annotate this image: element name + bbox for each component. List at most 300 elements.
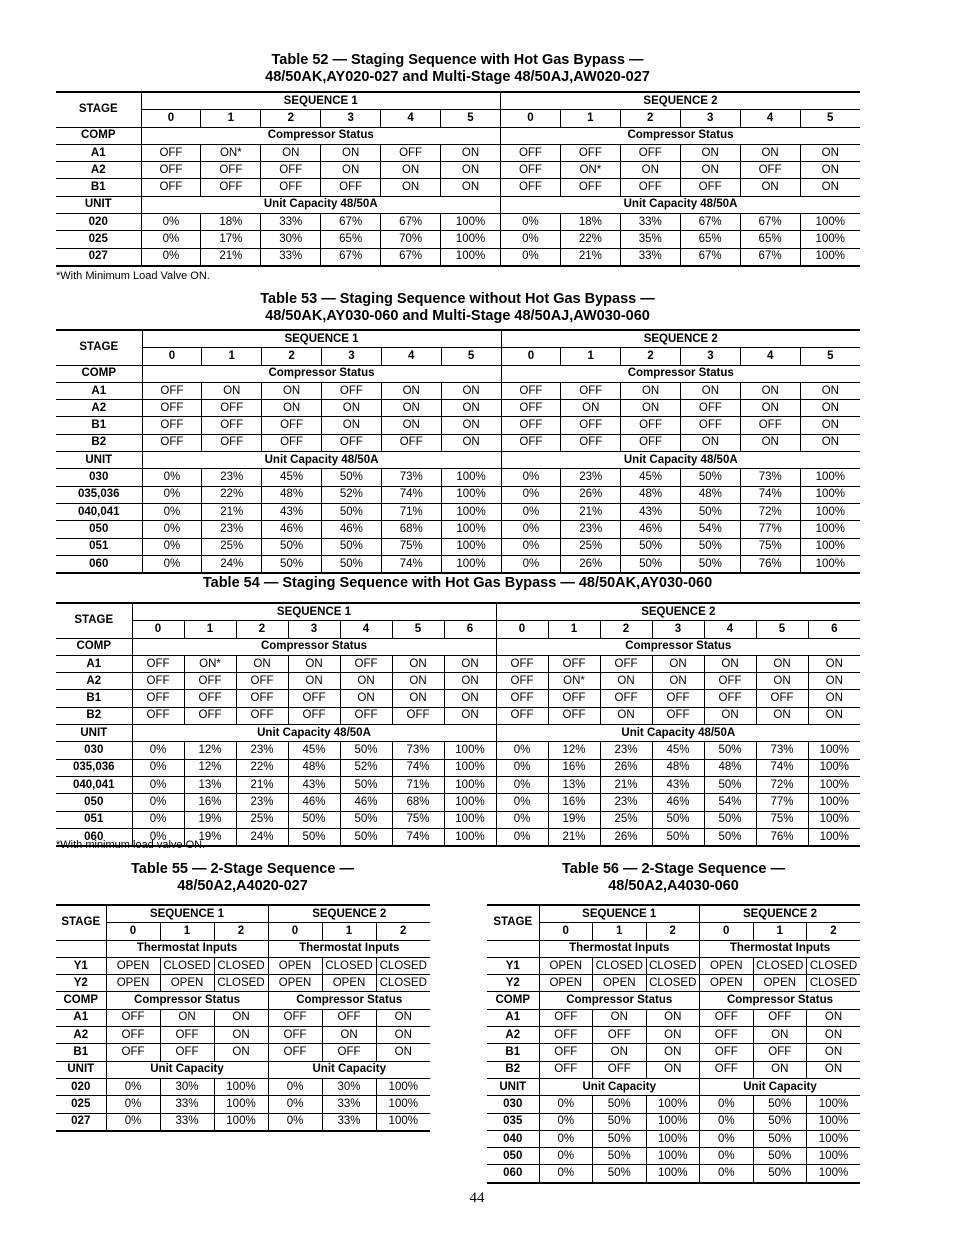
cell: 100% <box>214 1113 268 1131</box>
compressor-label: COMP <box>56 638 132 655</box>
row-label: 030 <box>56 742 132 759</box>
table-row <box>487 1165 860 1183</box>
cell: 0% <box>539 1113 593 1130</box>
step-header: 0 <box>496 621 548 638</box>
stage-label: STAGE <box>56 603 132 638</box>
cell: OFF <box>501 400 561 417</box>
cell: OFF <box>132 655 184 672</box>
cell: OFF <box>652 690 704 707</box>
cell: OFF <box>700 1027 754 1044</box>
cell: 67% <box>321 214 381 231</box>
cell: OFF <box>539 1044 593 1061</box>
cell: 45% <box>262 469 322 486</box>
cell: OPEN <box>268 975 322 992</box>
table-row <box>56 162 860 179</box>
cell: 33% <box>620 248 680 266</box>
sequence-2-header: SEQUENCE 2 <box>500 92 860 110</box>
row-label: 050 <box>56 521 142 538</box>
cell: OFF <box>539 1009 593 1026</box>
cell: 100% <box>441 538 501 555</box>
cell: ON <box>376 1044 430 1061</box>
cell: OFF <box>500 162 560 179</box>
step-header: 0 <box>268 923 322 940</box>
cell: 24% <box>236 828 288 846</box>
row-label: 027 <box>56 1113 106 1131</box>
cell: OFF <box>501 382 561 399</box>
cell: ON <box>740 434 800 451</box>
cell: ON <box>680 144 740 161</box>
cell: OFF <box>141 162 201 179</box>
unit-heading: Unit Capacity 48/50A <box>142 452 501 469</box>
header-row <box>56 330 860 348</box>
cell: 30% <box>322 1078 376 1095</box>
step-header: 2 <box>600 621 652 638</box>
cell: 0% <box>142 521 202 538</box>
cell: ON <box>756 673 808 690</box>
step-header: 4 <box>381 348 441 365</box>
cell: 0% <box>132 742 184 759</box>
table-53-title <box>55 291 860 325</box>
row-label: 025 <box>56 231 141 248</box>
cell: 0% <box>700 1148 754 1165</box>
cell: 43% <box>652 776 704 793</box>
cell: 67% <box>381 248 441 266</box>
sequence-1-header: SEQUENCE 1 <box>132 603 496 621</box>
cell: OPEN <box>700 975 754 992</box>
cell: OFF <box>340 655 392 672</box>
cell: OFF <box>501 434 561 451</box>
cell: 22% <box>202 486 262 503</box>
header-row <box>56 603 860 621</box>
table-row <box>56 811 860 828</box>
unit-heading: Unit Capacity <box>700 1078 861 1095</box>
table-row <box>56 1009 430 1026</box>
cell: ON <box>593 1009 647 1026</box>
step-header: 5 <box>441 348 501 365</box>
step-header: 0 <box>142 348 202 365</box>
cell: ON <box>681 434 741 451</box>
cell: OFF <box>160 1027 214 1044</box>
cell: 100% <box>441 486 501 503</box>
table-row <box>56 655 860 672</box>
cell: 73% <box>392 742 444 759</box>
table-55 <box>56 904 430 1132</box>
unit-heading-row <box>487 1078 860 1095</box>
cell: CLOSED <box>376 975 430 992</box>
cell: OFF <box>753 1009 807 1026</box>
cell: 26% <box>600 828 652 846</box>
cell: 19% <box>184 811 236 828</box>
step-header: 1 <box>201 110 261 127</box>
cell: 50% <box>621 538 681 555</box>
step-header: 4 <box>704 621 756 638</box>
row-label: Y1 <box>56 957 106 974</box>
cell: ON <box>740 144 800 161</box>
cell: 48% <box>621 486 681 503</box>
table-54 <box>56 602 860 847</box>
row-label: A2 <box>56 400 142 417</box>
table-row <box>56 503 860 520</box>
cell: 33% <box>322 1096 376 1113</box>
compressor-heading: Compressor Status <box>142 365 501 382</box>
cell: 30% <box>261 231 321 248</box>
step-header: 2 <box>262 348 322 365</box>
cell: OFF <box>600 690 652 707</box>
cell: 50% <box>652 828 704 846</box>
cell: 13% <box>184 776 236 793</box>
step-header: 3 <box>321 348 381 365</box>
cell: 48% <box>704 759 756 776</box>
unit-heading: Unit Capacity 48/50A <box>500 196 860 213</box>
title-line: 48/50AK,AY020-027 and Multi-Stage 48/50AJ,AW020-027 <box>265 69 650 85</box>
cell: 100% <box>376 1096 430 1113</box>
unit-label: UNIT <box>56 196 141 213</box>
cell: 100% <box>808 776 860 793</box>
cell: OFF <box>288 690 340 707</box>
cell: 100% <box>441 503 501 520</box>
cell: 67% <box>740 248 800 266</box>
cell: 0% <box>700 1130 754 1147</box>
table-row <box>56 486 860 503</box>
row-label: A1 <box>56 144 141 161</box>
cell: 24% <box>202 555 262 573</box>
cell: OFF <box>501 417 561 434</box>
cell: 0% <box>700 1113 754 1130</box>
cell: OFF <box>340 707 392 724</box>
cell: 100% <box>441 231 501 248</box>
cell: ON <box>381 400 441 417</box>
cell: 0% <box>142 469 202 486</box>
cell: 100% <box>808 828 860 846</box>
cell: 100% <box>807 1165 861 1183</box>
row-label: 050 <box>487 1148 539 1165</box>
cell: 50% <box>593 1165 647 1183</box>
cell: ON <box>756 655 808 672</box>
step-header: 2 <box>646 923 700 940</box>
sequence-2-header: SEQUENCE 2 <box>496 603 860 621</box>
cell: 67% <box>680 248 740 266</box>
cell: ON <box>441 144 501 161</box>
cell: ON <box>441 179 501 196</box>
cell: OFF <box>704 673 756 690</box>
cell: OFF <box>106 1044 160 1061</box>
row-label: A1 <box>56 1009 106 1026</box>
cell: ON <box>441 162 501 179</box>
cell: ON <box>381 162 441 179</box>
step-header: 0 <box>501 348 561 365</box>
cell: ON <box>621 400 681 417</box>
cell: 33% <box>620 214 680 231</box>
cell: 100% <box>441 469 501 486</box>
cell: 0% <box>268 1078 322 1095</box>
cell: 100% <box>800 538 860 555</box>
cell: ON <box>740 400 800 417</box>
cell: 48% <box>681 486 741 503</box>
cell: CLOSED <box>593 957 647 974</box>
step-header: 5 <box>756 621 808 638</box>
cell: OFF <box>142 400 202 417</box>
table-52-footnote: *With Minimum Load Valve ON. <box>56 270 210 282</box>
cell: 21% <box>236 776 288 793</box>
page-number: 44 <box>469 1190 485 1206</box>
cell: 46% <box>652 794 704 811</box>
cell: 0% <box>539 1148 593 1165</box>
cell: 100% <box>807 1130 861 1147</box>
cell: 45% <box>288 742 340 759</box>
cell: 68% <box>392 794 444 811</box>
table-56-title <box>486 861 861 895</box>
cell: 70% <box>381 231 441 248</box>
cell: 50% <box>593 1148 647 1165</box>
cell: 50% <box>704 776 756 793</box>
cell: OFF <box>321 382 381 399</box>
cell: 0% <box>500 231 560 248</box>
cell: OFF <box>202 400 262 417</box>
cell: OFF <box>184 690 236 707</box>
cell: 30% <box>160 1078 214 1095</box>
unit-heading-row <box>56 1061 430 1078</box>
compressor-heading-row <box>56 127 860 144</box>
cell: ON <box>160 1009 214 1026</box>
cell: ON <box>261 144 321 161</box>
table-row <box>56 957 430 974</box>
unit-heading: Unit Capacity 48/50A <box>132 725 496 742</box>
cell: ON <box>288 673 340 690</box>
cell: 50% <box>753 1113 807 1130</box>
table-54-title <box>55 575 860 592</box>
cell: 23% <box>202 521 262 538</box>
cell: 25% <box>561 538 621 555</box>
cell: 50% <box>262 538 322 555</box>
cell: ON <box>214 1044 268 1061</box>
cell: OFF <box>202 434 262 451</box>
row-label: Y1 <box>487 957 539 974</box>
cell: 0% <box>496 742 548 759</box>
cell: ON <box>444 673 496 690</box>
table-row <box>56 1044 430 1061</box>
cell: ON <box>808 707 860 724</box>
compressor-label: COMP <box>56 127 141 144</box>
table-row <box>56 673 860 690</box>
step-header: 4 <box>381 110 441 127</box>
compressor-heading: Compressor Status <box>132 638 496 655</box>
thermostat-label <box>56 940 106 957</box>
cell: 0% <box>700 1165 754 1183</box>
cell: 12% <box>184 759 236 776</box>
row-label: A1 <box>56 382 142 399</box>
cell: ON <box>321 162 381 179</box>
cell: ON <box>800 417 860 434</box>
table-row <box>487 957 860 974</box>
compressor-heading: Compressor Status <box>268 992 430 1009</box>
cell: ON <box>288 655 340 672</box>
thermostat-label <box>487 940 539 957</box>
thermostat-heading: Thermostat Inputs <box>539 940 700 957</box>
cell: 0% <box>132 794 184 811</box>
cell: OPEN <box>160 975 214 992</box>
cell: 22% <box>560 231 620 248</box>
cell: 77% <box>740 521 800 538</box>
cell: 100% <box>444 776 496 793</box>
cell: ON <box>800 434 860 451</box>
step-header: 1 <box>593 923 647 940</box>
unit-heading: Unit Capacity <box>539 1078 700 1095</box>
cell: 0% <box>539 1130 593 1147</box>
cell: ON <box>740 382 800 399</box>
step-header: 3 <box>288 621 340 638</box>
row-label: B1 <box>56 179 141 196</box>
compressor-heading-row <box>56 992 430 1009</box>
table-row <box>487 1130 860 1147</box>
cell: 23% <box>561 469 621 486</box>
cell: OFF <box>321 179 381 196</box>
step-header: 0 <box>106 923 160 940</box>
step-header: 2 <box>214 923 268 940</box>
cell: ON <box>441 382 501 399</box>
cell: 100% <box>808 759 860 776</box>
cell: OPEN <box>106 975 160 992</box>
table-row <box>56 179 860 196</box>
cell: 46% <box>621 521 681 538</box>
cell: 71% <box>392 776 444 793</box>
table-row <box>56 382 860 399</box>
row-label: B2 <box>487 1061 539 1078</box>
cell: 0% <box>700 1096 754 1113</box>
row-label: 035 <box>487 1113 539 1130</box>
cell: OFF <box>392 707 444 724</box>
cell: OFF <box>381 434 441 451</box>
cell: OFF <box>322 1044 376 1061</box>
cell: 21% <box>201 248 261 266</box>
cell: 50% <box>340 811 392 828</box>
cell: 72% <box>740 503 800 520</box>
cell: 0% <box>496 811 548 828</box>
header-row <box>487 905 860 923</box>
cell: OFF <box>548 655 600 672</box>
cell: 50% <box>753 1096 807 1113</box>
cell: 43% <box>288 776 340 793</box>
cell: OFF <box>539 1027 593 1044</box>
row-label: 027 <box>56 248 141 266</box>
thermostat-heading: Thermostat Inputs <box>268 940 430 957</box>
cell: 50% <box>321 469 381 486</box>
cell: 0% <box>501 555 561 573</box>
cell: 0% <box>500 214 560 231</box>
cell: 33% <box>160 1113 214 1131</box>
cell: OFF <box>142 382 202 399</box>
cell: 100% <box>800 521 860 538</box>
cell: 26% <box>600 759 652 776</box>
title-line: 48/50A2,A4020-027 <box>177 878 308 894</box>
step-row <box>56 348 860 365</box>
cell: 18% <box>560 214 620 231</box>
step-header: 0 <box>141 110 201 127</box>
cell: 0% <box>501 521 561 538</box>
cell: OFF <box>268 1009 322 1026</box>
cell: 68% <box>381 521 441 538</box>
cell: ON <box>444 655 496 672</box>
thermostat-heading-row <box>56 940 430 957</box>
row-label: A2 <box>56 673 132 690</box>
cell: 100% <box>214 1096 268 1113</box>
cell: 100% <box>441 555 501 573</box>
cell: OFF <box>500 144 560 161</box>
row-label: 035,036 <box>56 486 142 503</box>
cell: ON <box>753 1027 807 1044</box>
cell: 67% <box>381 214 441 231</box>
row-label: 020 <box>56 1078 106 1095</box>
cell: 100% <box>376 1078 430 1095</box>
stage-label: STAGE <box>487 905 539 940</box>
step-header: 1 <box>322 923 376 940</box>
cell: ON <box>800 179 860 196</box>
cell: 100% <box>444 794 496 811</box>
cell: ON <box>561 400 621 417</box>
cell: OFF <box>288 707 340 724</box>
table-row <box>56 434 860 451</box>
cell: 0% <box>268 1096 322 1113</box>
table-row <box>487 1027 860 1044</box>
cell: OFF <box>700 1061 754 1078</box>
step-header: 1 <box>548 621 600 638</box>
cell: OFF <box>262 434 322 451</box>
table-row <box>56 1027 430 1044</box>
cell: 100% <box>808 811 860 828</box>
cell: 100% <box>646 1096 700 1113</box>
cell: ON* <box>184 655 236 672</box>
cell: 12% <box>184 742 236 759</box>
cell: 74% <box>756 759 808 776</box>
cell: ON <box>600 707 652 724</box>
sequence-2-header: SEQUENCE 2 <box>268 905 430 923</box>
cell: ON <box>807 1009 861 1026</box>
sequence-1-header: SEQUENCE 1 <box>141 92 500 110</box>
cell: 100% <box>800 486 860 503</box>
cell: 52% <box>321 486 381 503</box>
cell: 76% <box>740 555 800 573</box>
cell: CLOSED <box>807 975 861 992</box>
header-row <box>56 92 860 110</box>
cell: ON <box>740 179 800 196</box>
cell: ON <box>441 434 501 451</box>
cell: ON <box>392 690 444 707</box>
table-52 <box>56 91 860 267</box>
step-header: 1 <box>184 621 236 638</box>
cell: 0% <box>496 828 548 846</box>
compressor-heading: Compressor Status <box>501 365 860 382</box>
cell: ON <box>441 400 501 417</box>
cell: 65% <box>321 231 381 248</box>
cell: 73% <box>756 742 808 759</box>
unit-heading: Unit Capacity 48/50A <box>141 196 500 213</box>
step-header: 2 <box>621 348 681 365</box>
cell: 50% <box>681 469 741 486</box>
cell: ON <box>807 1044 861 1061</box>
table-row <box>56 759 860 776</box>
cell: 13% <box>548 776 600 793</box>
cell: 0% <box>496 794 548 811</box>
row-label: 030 <box>487 1096 539 1113</box>
table-row <box>56 742 860 759</box>
cell: ON <box>704 707 756 724</box>
cell: 100% <box>646 1165 700 1183</box>
cell: 67% <box>680 214 740 231</box>
cell: OFF <box>600 655 652 672</box>
cell: 100% <box>444 742 496 759</box>
step-header: 2 <box>261 110 321 127</box>
cell: 0% <box>141 231 201 248</box>
cell: 0% <box>501 503 561 520</box>
